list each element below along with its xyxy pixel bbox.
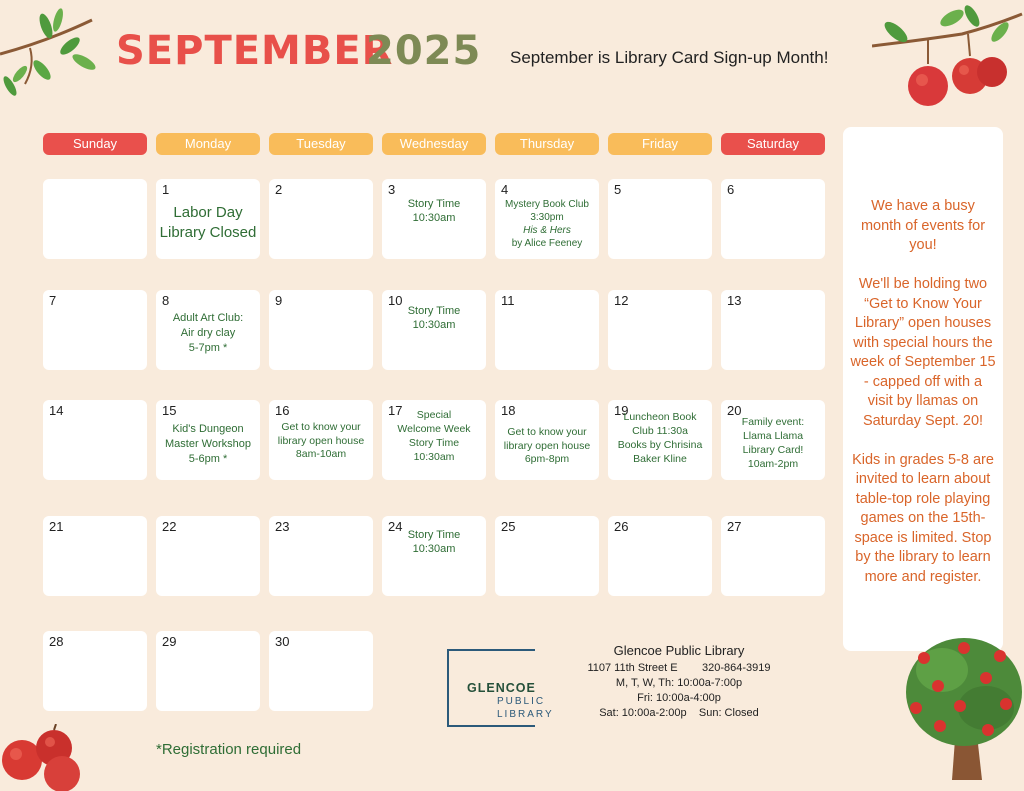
calendar-cell-15 <box>156 400 260 480</box>
calendar-cell-30 <box>269 631 373 711</box>
calendar-cell-10 <box>382 290 486 370</box>
event-text: Story Time 10:30am <box>407 305 461 331</box>
day-number: 7 <box>49 293 57 308</box>
day-number: 28 <box>49 634 64 649</box>
sidebar-paragraph-1: We have a busy month of events for you! <box>860 198 986 253</box>
book-title: His & Hers <box>523 225 571 236</box>
calendar-cell-28 <box>43 631 147 711</box>
day-header-saturday: Saturday <box>721 133 825 155</box>
event-text: Get to know your library open house 6pm-8pm <box>503 426 591 465</box>
day-number: 26 <box>614 519 629 534</box>
event-text: Adult Art Club: Air dry clay 5-7pm * <box>172 312 244 354</box>
apple-branch-left-icon <box>0 6 100 102</box>
calendar-cell-19 <box>608 400 712 480</box>
sidebar-paragraph-2: We'll be holding two “Get to Know Your Library” open houses with special hours the week of September 15 - capped off with a visit by llamas on Saturday Sept. 20! <box>850 276 996 429</box>
day-number: 6 <box>727 182 735 197</box>
calendar-cell-22 <box>156 516 260 596</box>
day-number: 22 <box>162 519 177 534</box>
day-header-wednesday: Wednesday <box>382 133 486 155</box>
calendar-cell-9 <box>269 290 373 370</box>
event-text: Mystery Book Club 3:30pm His & Hers by Alice Feeney <box>505 199 589 249</box>
event-text: Labor Day Library Closed <box>159 204 257 241</box>
apple-branch-right-icon <box>872 4 1024 110</box>
day-header-tuesday: Tuesday <box>269 133 373 155</box>
day-number: 17 <box>388 403 403 418</box>
day-number: 10 <box>388 293 403 308</box>
day-header-sunday: Sunday <box>43 133 147 155</box>
year-title: 2025 <box>366 28 482 74</box>
day-number: 12 <box>614 293 629 308</box>
logo-line-2: PUBLIC <box>497 696 546 707</box>
day-number: 1 <box>162 182 170 197</box>
calendar-cell-empty <box>43 179 147 259</box>
event-text: Story Time 10:30am <box>407 529 461 555</box>
library-info <box>585 643 773 721</box>
registration-note: *Registration required <box>156 741 302 758</box>
day-number: 14 <box>49 403 64 418</box>
calendar-cell-29 <box>156 631 260 711</box>
day-number: 13 <box>727 293 742 308</box>
event-text: Family event: Llama Llama Library Card! 10am-2pm <box>741 416 805 470</box>
calendar-cell-4 <box>495 179 599 259</box>
apples-bottom-left-icon <box>0 724 86 791</box>
day-number: 2 <box>275 182 283 197</box>
event-text: Luncheon Book Club 11:30a Books by Chrisina Baker Kline <box>617 411 703 465</box>
event-text: Special Welcome Week Story Time 10:30am <box>397 409 471 463</box>
calendar-cell-6 <box>721 179 825 259</box>
library-hours-weekday: M, T, W, Th: 10:00a-7:00p <box>615 677 743 689</box>
day-number: 11 <box>501 293 515 308</box>
logo-line-3: LIBRARY <box>497 709 554 720</box>
calendar-cell-25 <box>495 516 599 596</box>
day-number: 27 <box>727 519 742 534</box>
calendar-cell-13 <box>721 290 825 370</box>
calendar-cell-5 <box>608 179 712 259</box>
calendar-cell-3 <box>382 179 486 259</box>
library-name: Glencoe Public Library <box>613 643 745 658</box>
calendar-cell-18 <box>495 400 599 480</box>
library-address-phone: 1107 11th Street E 320-864-3919 <box>587 662 771 674</box>
month-title: SEPTEMBER <box>116 28 394 74</box>
sidebar-panel <box>843 127 1003 651</box>
calendar-cell-7 <box>43 290 147 370</box>
event-text: Get to know your library open house 8am-10am <box>277 421 365 460</box>
calendar-cell-8 <box>156 290 260 370</box>
day-number: 18 <box>501 403 516 418</box>
day-number: 15 <box>162 403 177 418</box>
day-number: 3 <box>388 182 396 197</box>
day-header-monday: Monday <box>156 133 260 155</box>
day-header-thursday: Thursday <box>495 133 599 155</box>
calendar-cell-17 <box>382 400 486 480</box>
day-number: 19 <box>614 403 629 418</box>
day-number: 24 <box>388 519 403 534</box>
day-number: 5 <box>614 182 622 197</box>
sidebar-paragraph-3: Kids in grades 5-8 are invited to learn about table-top role playing games on the 15th- space is limited. Stop by the library to learn more and register. <box>852 451 994 585</box>
calendar-cell-11 <box>495 290 599 370</box>
day-number: 23 <box>275 519 290 534</box>
day-number: 30 <box>275 634 290 649</box>
day-number: 9 <box>275 293 283 308</box>
day-number: 4 <box>501 182 509 197</box>
event-text: Story Time 10:30am <box>407 198 461 224</box>
calendar-cell-21 <box>43 516 147 596</box>
calendar-cell-14 <box>43 400 147 480</box>
calendar-cell-23 <box>269 516 373 596</box>
tagline: September is Library Card Sign-up Month! <box>510 48 829 67</box>
calendar-cell-12 <box>608 290 712 370</box>
library-logo <box>447 649 554 727</box>
calendar-cell-16 <box>269 400 373 480</box>
calendar-cell-1 <box>156 179 260 259</box>
day-number: 25 <box>501 519 516 534</box>
calendar-cell-20 <box>721 400 825 480</box>
sidebar-text <box>843 197 1003 607</box>
day-number: 16 <box>275 403 290 418</box>
calendar-cell-2 <box>269 179 373 259</box>
apple-tree-icon <box>902 630 1024 782</box>
library-hours-friday: Fri: 10:00a-4:00p <box>637 692 721 704</box>
library-hours-weekend: Sat: 10:00a-2:00p Sun: Closed <box>599 707 759 719</box>
day-number: 8 <box>162 293 170 308</box>
day-header-friday: Friday <box>608 133 712 155</box>
day-number: 29 <box>162 634 177 649</box>
calendar-cell-26 <box>608 516 712 596</box>
calendar-cell-27 <box>721 516 825 596</box>
day-number: 20 <box>727 403 742 418</box>
logo-line-1: GLENCOE <box>467 681 536 695</box>
event-text: Kid's Dungeon Master Workshop 5-6pm * <box>165 423 251 465</box>
day-number: 21 <box>49 519 64 534</box>
calendar-cell-24 <box>382 516 486 596</box>
